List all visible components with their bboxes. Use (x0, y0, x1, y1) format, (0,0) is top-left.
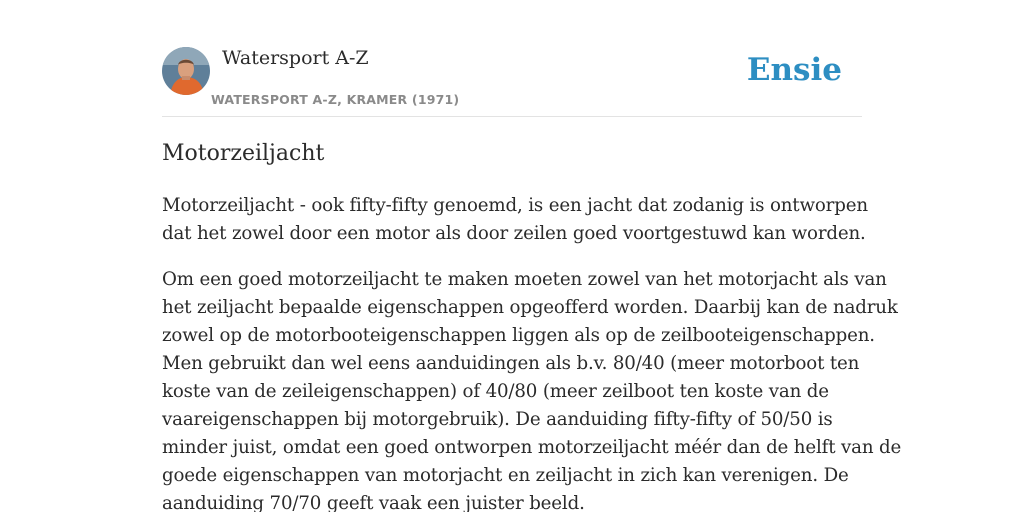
source-title[interactable]: Watersport A-Z (222, 47, 369, 69)
paragraph-line: dat het zowel door een motor als door zeilen goed voortgestuwd kan worden. (162, 223, 866, 244)
paragraph-line: goede eigenschappen van motorjacht en zeiljacht in zich kan verenigen. De (162, 465, 849, 486)
ensie-logo-link[interactable]: Ensie (746, 52, 842, 88)
source-header (162, 46, 862, 117)
paragraph-line: het zeiljacht bepaalde eigenschappen opgeofferd worden. Daarbij kan de nadruk (162, 297, 898, 318)
paragraph-line: Men gebruikt dan wel eens aanduidingen als b.v. 80/40 (meer motorboot ten (162, 353, 860, 374)
source-subtitle: WATERSPORT A-Z, KRAMER (1971) (211, 92, 460, 107)
paragraph-line: zowel op de motorbooteigenschappen liggen als op de zeilbooteigenschappen. (162, 325, 875, 346)
paragraph (162, 192, 868, 248)
paragraph-line: vaareigenschappen bij motorgebruik). De aanduiding fifty-fifty of 50/50 is (162, 409, 833, 430)
paragraph-line: koste van de zeileigenschappen) of 40/80 (meer zeilboot ten koste van de (162, 381, 829, 402)
avatar[interactable] (162, 47, 210, 95)
article-body (162, 192, 902, 512)
person-photo-icon (162, 47, 210, 95)
paragraph-line: Motorzeiljacht - ook fifty-fifty genoemd, is een jacht dat zodanig is ontworpen (162, 195, 868, 216)
paragraph-line: minder juist, omdat een goed ontworpen motorzeiljacht méér dan de helft van de (162, 437, 902, 458)
paragraph-line: Om een goed motorzeiljacht te maken moeten zowel van het motorjacht als van (162, 269, 887, 290)
article-title: Motorzeiljacht (162, 141, 325, 166)
paragraph-line: aanduiding 70/70 geeft vaak een juister beeld. (162, 493, 585, 512)
paragraph (162, 266, 902, 512)
